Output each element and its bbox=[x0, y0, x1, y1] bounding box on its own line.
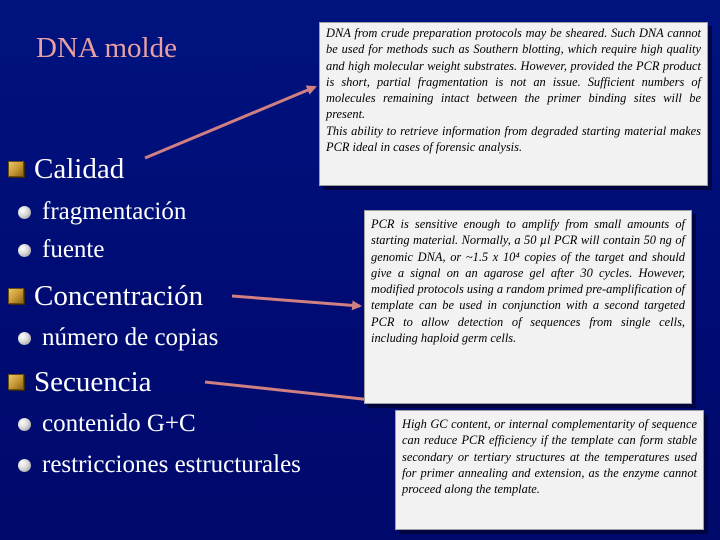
bullet-label: Secuencia bbox=[34, 366, 152, 398]
note-concentration bbox=[364, 210, 692, 404]
note-sequence bbox=[395, 410, 704, 530]
square-bullet-icon bbox=[8, 288, 24, 304]
arrow-sequence bbox=[205, 382, 390, 402]
square-bullet-icon bbox=[8, 374, 24, 390]
round-bullet-icon bbox=[18, 418, 31, 431]
subbullet-fragmentacion bbox=[18, 197, 186, 227]
subbullet-restricciones-estructurales bbox=[18, 450, 301, 480]
bullet-label: Calidad bbox=[34, 153, 125, 185]
square-bullet-icon bbox=[8, 161, 24, 177]
subbullet-fuente bbox=[18, 235, 104, 265]
arrow-quality bbox=[145, 87, 315, 158]
subbullet-label: restricciones estructurales bbox=[42, 451, 301, 478]
round-bullet-icon bbox=[18, 206, 31, 219]
note-quality-paragraph-1: DNA from crude preparation protocols may be sheared. Such DNA cannot be used for methods such as Southern blotting, which require high quality and high molecular weight substrates. However, provided the PCR product is short, partial fragmentation is not an issue. Sufficient numbers of molecules remaining intact between the primer binding sites will be present. bbox=[326, 26, 701, 122]
subbullet-label: contenido G+C bbox=[42, 410, 196, 437]
round-bullet-icon bbox=[18, 332, 31, 345]
note-sequence-text: High GC content, or internal complementarity of sequence can reduce PCR efficiency if the template can form stable secondary or tertiary structures at the temperatures used for primer annealing and extension, as the enzyme cannot proceed along the template. bbox=[402, 417, 697, 497]
note-quality bbox=[319, 22, 708, 186]
arrow-concentration bbox=[232, 296, 360, 306]
round-bullet-icon bbox=[18, 459, 31, 472]
bullet-concentracion bbox=[8, 278, 203, 314]
subbullet-label: fuente bbox=[42, 236, 105, 263]
round-bullet-icon bbox=[18, 244, 31, 257]
note-concentration-text: PCR is sensitive enough to amplify from small amounts of starting material. Normally, a 50 µl PCR will contain 50 ng of genomic DNA, or ~1.5 x 10⁴ copies of the target and should give a signal on an agarose gel after 30 cycles. However, modified protocols using a random primed pre-amplification of template can be used in conjunction with a second targeted PCR to allow detection of sequences from single cells, including haploid germ cells. bbox=[371, 217, 685, 346]
subbullet-contenido-gc bbox=[18, 409, 196, 439]
bullet-calidad bbox=[8, 151, 124, 187]
note-quality-paragraph-2: This ability to retrieve information from degraded starting material makes PCR ideal in cases of forensic analysis. bbox=[326, 123, 701, 155]
subbullet-numero-de-copias bbox=[18, 323, 218, 353]
bullet-label: Concentración bbox=[34, 280, 204, 312]
bullet-secuencia bbox=[8, 364, 152, 400]
subbullet-label: número de copias bbox=[42, 324, 219, 351]
slide-title: DNA molde bbox=[36, 32, 177, 64]
subbullet-label: fragmentación bbox=[42, 198, 187, 225]
